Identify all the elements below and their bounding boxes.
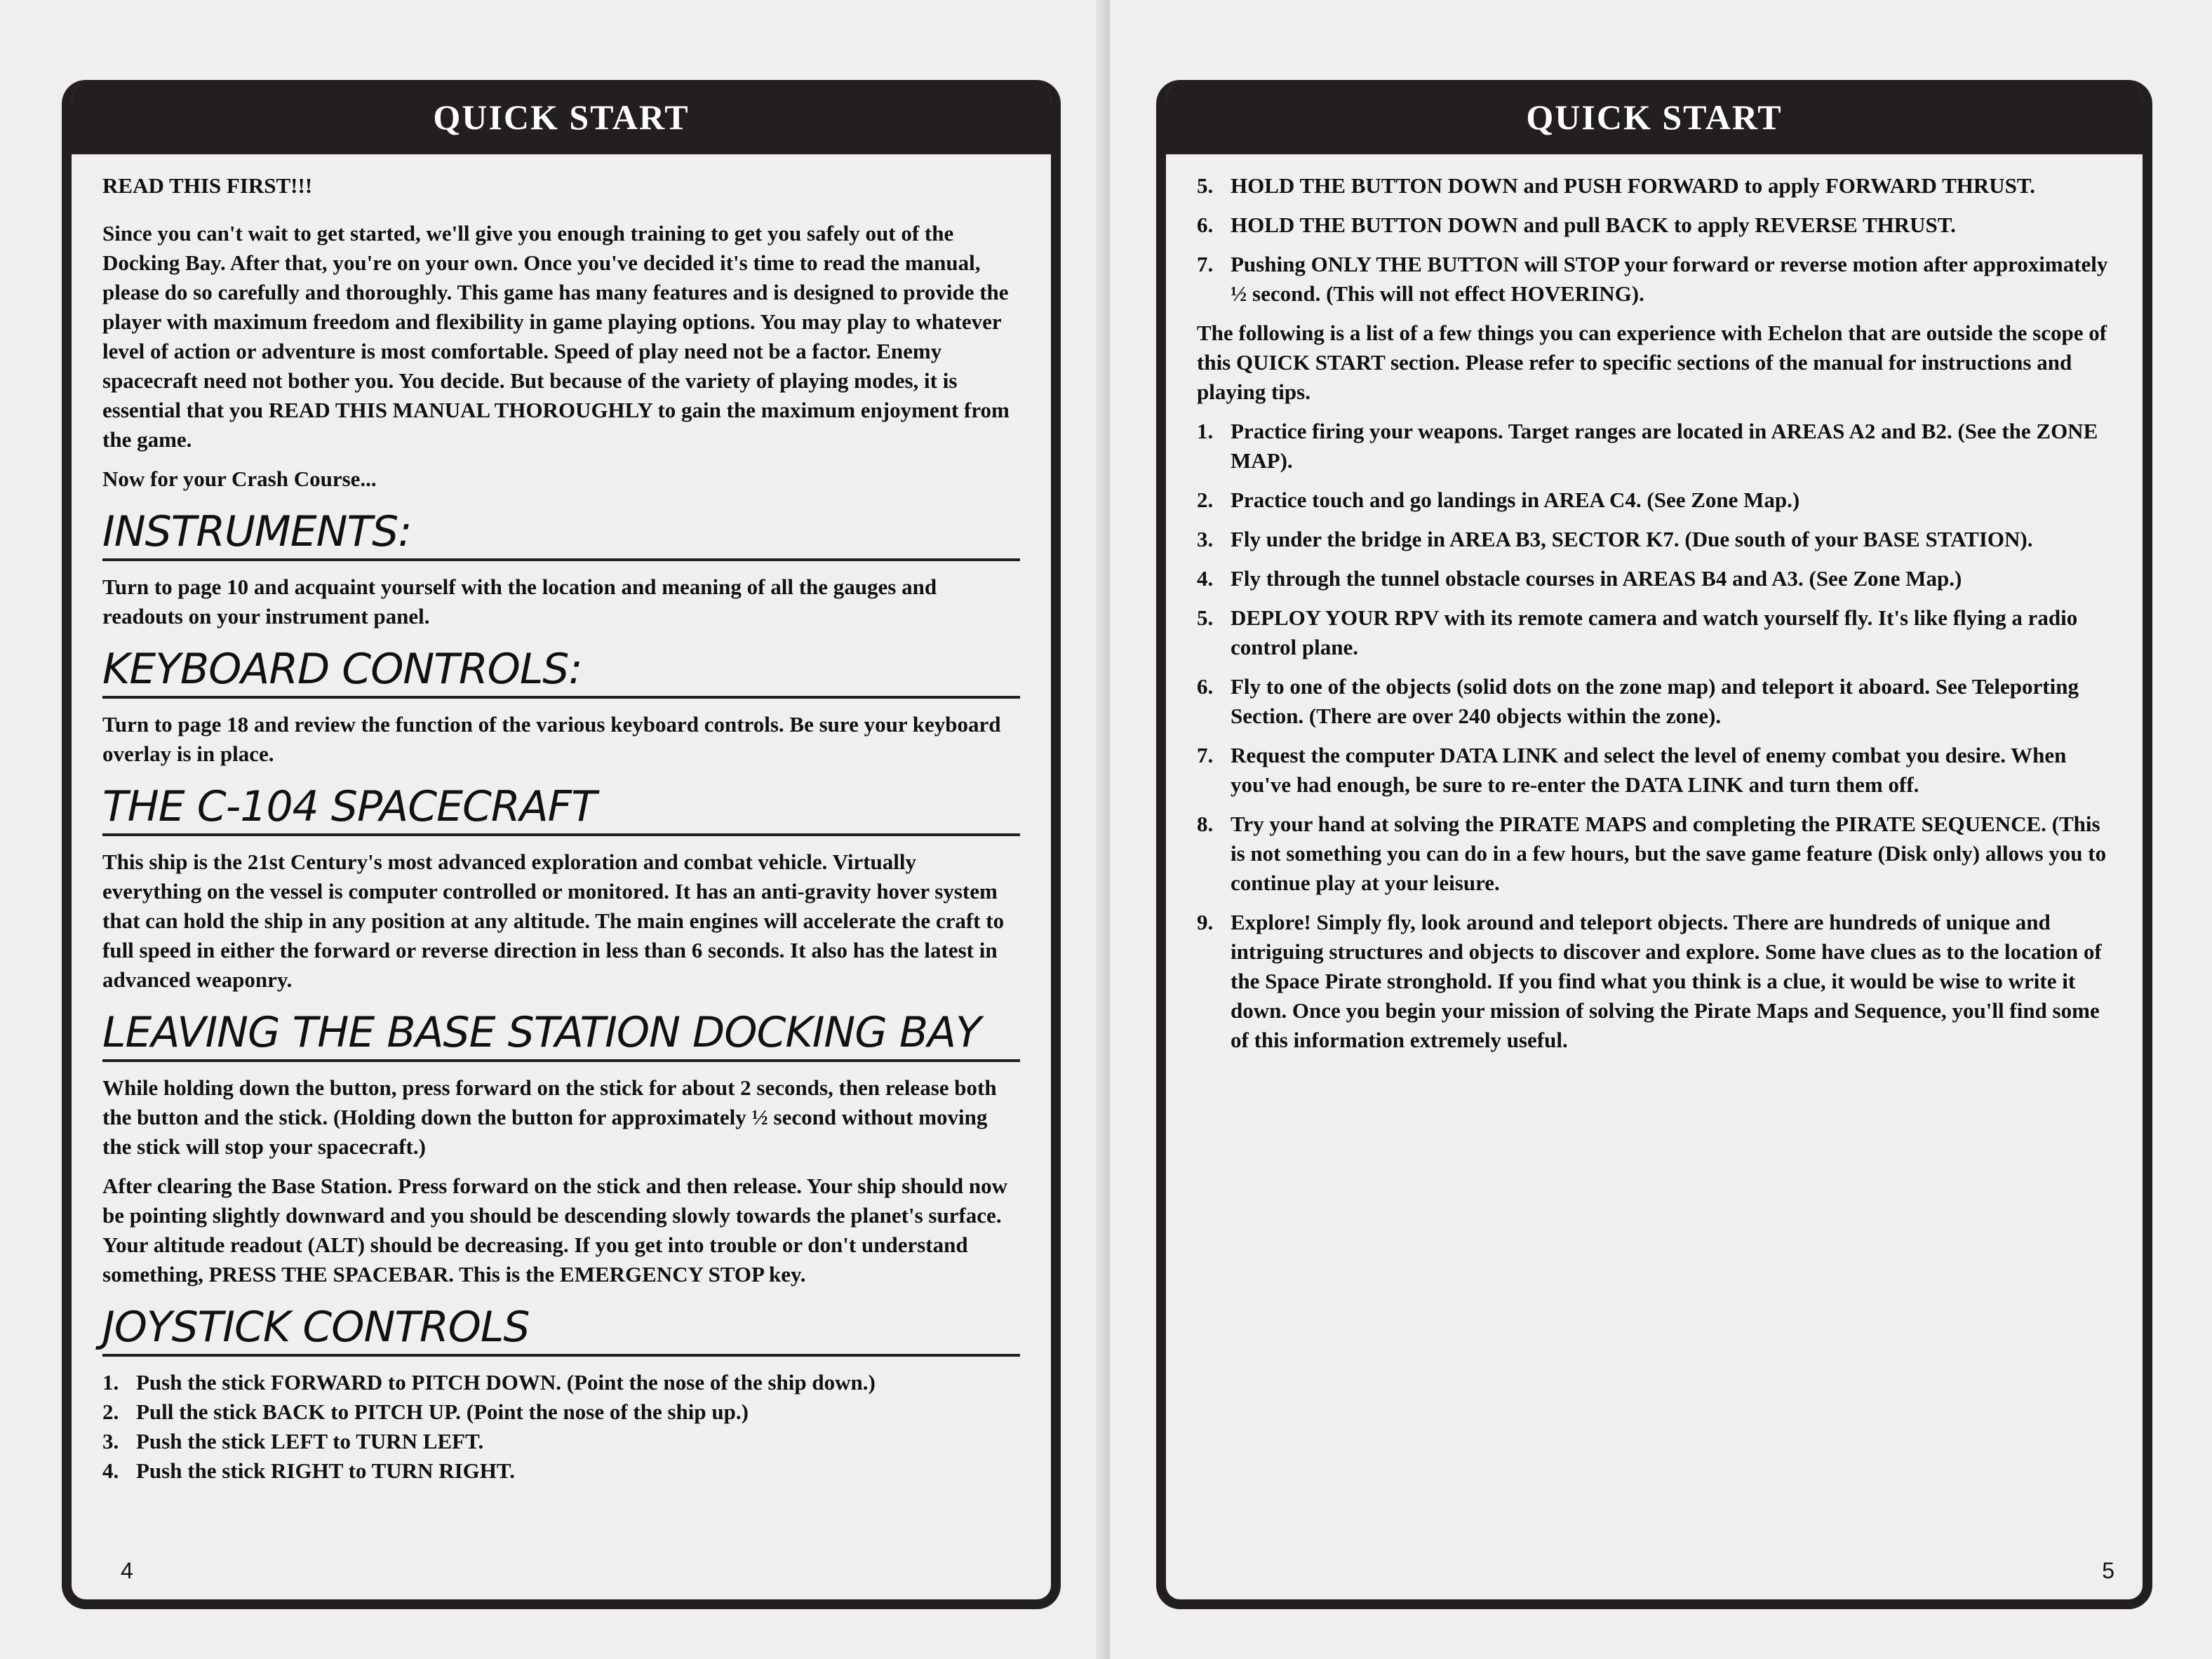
left-page-header: QUICK START — [433, 98, 690, 137]
list-item: 4. Fly through the tunnel obstacle courses in AREAS B4 and A3. (See Zone Map.) — [1197, 566, 1962, 591]
list-item: 1. Push the stick FORWARD to PITCH DOWN. (Point the nose of the ship down.) — [102, 1370, 876, 1395]
intro-paragraph: Since you can't wait to get started, we'll give you enough training to get you safely out of the Docking Bay. After that, you're on your own. Once you've decided it's time to read the manual, please do so carefully and thoroughly. This game has many features and is designed to provide the player with maximum freedom and flexibility in game playing options. You may play to whatever level of action or adventure is most comfortable. Speed of play need not be a factor. Enemy spacecraft need not bother you. You decide. But because of the variety of playing modes, it is essential that you READ THIS MANUAL THOROUGHLY to gain the maximum enjoyment from the game. — [102, 221, 1010, 452]
list-item: 6. Fly to one of the objects (solid dots on the zone map) and teleport it aboard. See Teleporting Section. (There are over 240 objects within the zone). — [1197, 674, 2079, 728]
list-item: 5. DEPLOY YOUR RPV with its remote camera and watch yourself fly. It's like flying a radio control plane. — [1197, 605, 2078, 659]
list-item: 3. Push the stick LEFT to TURN LEFT. — [102, 1429, 484, 1453]
intro-heading: READ THIS FIRST!!! — [102, 173, 313, 198]
list-intro-paragraph: The following is a list of a few things you can experience with Echelon that are outside the scope of this QUICK START section. Please refer to specific sections of the manual for instructions and playing tips. — [1197, 321, 2107, 404]
keyboard-controls-paragraph: Turn to page 18 and review the function of the various keyboard controls. Be sure your keyboard overlay is in place. — [102, 712, 1001, 766]
list-item: 8. Try your hand at solving the PIRATE MAPS and completing the PIRATE SEQUENCE. (This is not something you can do in a few hours, but the save game feature (Disk only) allows you to continue play at your leisure. — [1197, 812, 2107, 895]
section-heading-docking-bay: LEAVING THE BASE STATION DOCKING BAY — [102, 1007, 1020, 1062]
docking-bay-paragraph-2: After clearing the Base Station. Press forward on the stick and then release. Your ship should now be pointing slightly downward and you should be descending slowly towards the planet's surface. Your altitude readout (ALT) should be decreasing. If you get into trouble or don't understand something, PRESS THE SPACEBAR. This is the EMERGENCY STOP key. — [102, 1174, 1007, 1287]
page-number-right: 5 — [2102, 1558, 2114, 1583]
list-item: 9. Explore! Simply fly, look around and teleport objects. There are hundreds of unique and intriguing structures and objects to discover and explore. Some have clues as to the location of the Space Pirate stronghold. If you find what you think is a clue, it would be wise to write it down. Once you begin your mission of solving the Pirate Maps and Sequence, you'll find some of this information extremely useful. — [1197, 910, 2102, 1052]
section-heading-spacecraft: THE C-104 SPACECRAFT — [102, 781, 1020, 836]
list-item: 2. Pull the stick BACK to PITCH UP. (Point the nose of the ship up.) — [102, 1399, 749, 1424]
list-item: 5. HOLD THE BUTTON DOWN and PUSH FORWARD to apply FORWARD THRUST. — [1197, 173, 2036, 198]
section-heading-keyboard-controls: KEYBOARD CONTROLS: — [102, 644, 1020, 699]
left-page-frame — [62, 80, 1061, 1609]
right-page-frame — [1156, 80, 2152, 1609]
list-item: 1. Practice firing your weapons. Target ranges are located in AREAS A2 and B2. (See the ZONE MAP). — [1197, 419, 2098, 473]
left-page-content — [102, 171, 1020, 1585]
list-item: 2. Practice touch and go landings in AREA C4. (See Zone Map.) — [1197, 488, 1800, 512]
list-item: 4. Push the stick RIGHT to TURN RIGHT. — [102, 1458, 516, 1483]
list-item: 7. Request the computer DATA LINK and select the level of enemy combat you desire. When you've had enough, be sure to re-enter the DATA LINK and turn them off. — [1197, 743, 2067, 797]
right-page-header: QUICK START — [1526, 98, 1783, 137]
right-page — [1110, 0, 2212, 1659]
instruments-paragraph: Turn to page 10 and acquaint yourself with the location and meaning of all the gauges and readouts on your instrument panel. — [102, 575, 937, 629]
joystick-steps-list — [102, 1368, 1020, 1486]
joystick-steps-continued — [1197, 171, 2112, 309]
experience-list — [1197, 417, 2112, 1055]
spacecraft-paragraph: This ship is the 21st Century's most advanced exploration and combat vehicle. Virtually everything on the vessel is computer controlled or monitored. It has an anti-gravity hover system that can hold the ship in any position at any altitude. The main engines will accelerate the craft to full speed in either the forward or reverse direction in less than 6 seconds. It also has the latest in advanced weaponry. — [102, 849, 1005, 992]
docking-bay-paragraph-1: While holding down the button, press forward on the stick for about 2 seconds, then release both the button and the stick. (Holding down the button for approximately ½ second without moving the stick will stop your spacecraft.) — [102, 1075, 997, 1159]
page-number-left: 4 — [121, 1558, 133, 1583]
right-header-band — [1166, 80, 2143, 154]
section-heading-instruments: INSTRUMENTS: — [102, 506, 1020, 561]
left-header-band — [72, 80, 1051, 154]
crash-course-line: Now for your Crash Course... — [102, 466, 377, 491]
list-item: 7. Pushing ONLY THE BUTTON will STOP your forward or reverse motion after approximately ½ second. (This will not effect HOVERING). — [1197, 252, 2108, 306]
section-heading-joystick-controls: JOYSTICK CONTROLS — [102, 1302, 1020, 1357]
list-item: 3. Fly under the bridge in AREA B3, SECTOR K7. (Due south of your BASE STATION). — [1197, 527, 2033, 551]
right-page-content — [1197, 171, 2112, 1585]
list-item: 6. HOLD THE BUTTON DOWN and pull BACK to apply REVERSE THRUST. — [1197, 213, 1956, 237]
